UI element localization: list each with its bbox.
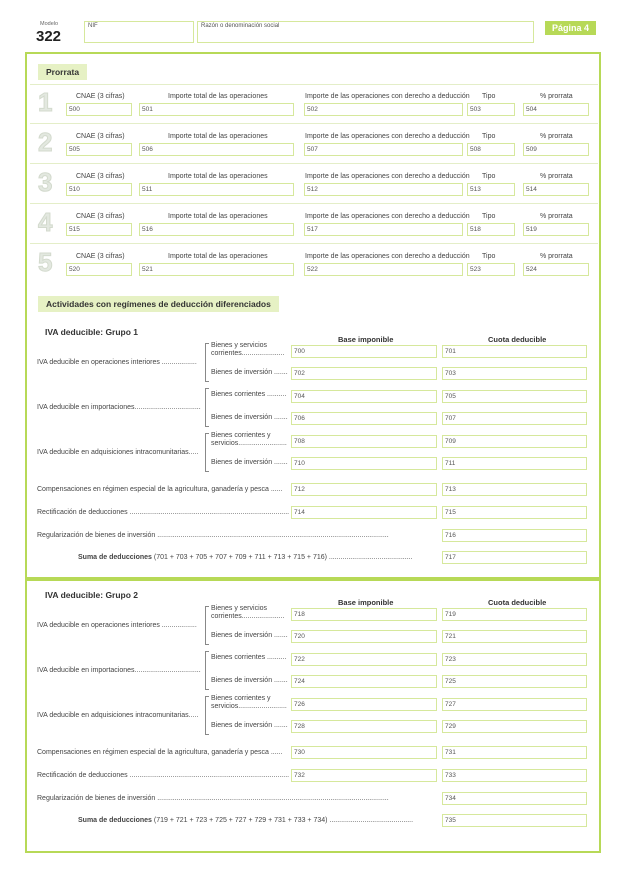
prorrata-field-tipo[interactable] — [467, 183, 515, 196]
field-code: 730 — [294, 749, 305, 756]
main-frame-top — [25, 52, 601, 579]
sub-label: Bienes de inversión ....... — [211, 722, 288, 729]
field-code: 521 — [142, 266, 153, 273]
prorrata-field-importe_total[interactable] — [139, 143, 294, 156]
prorrata-label-importe_total: Importe total de las operaciones — [168, 213, 268, 220]
prorrata-label-importe_derecho: Importe de las operaciones con derecho a deducción — [305, 253, 470, 260]
suma-deducciones — [78, 817, 413, 824]
cuota-field[interactable] — [442, 698, 587, 711]
field-code: 727 — [445, 701, 456, 708]
field-code: 511 — [142, 186, 153, 193]
field-code: 700 — [294, 348, 305, 355]
nif-label: NIF — [88, 23, 98, 29]
row-divider — [30, 84, 598, 85]
prorrata-field-porcentaje[interactable] — [523, 183, 589, 196]
base-field[interactable] — [291, 698, 437, 711]
field-code: 705 — [445, 393, 456, 400]
field-code: 726 — [294, 701, 305, 708]
cuota-field[interactable] — [442, 367, 587, 380]
group-brace — [205, 696, 209, 735]
cuota-field[interactable] — [442, 675, 587, 688]
base-field[interactable] — [291, 435, 437, 448]
prorrata-label-tipo: Tipo — [482, 173, 496, 180]
sub-label: Bienes corrientes .......... — [211, 654, 287, 661]
field-code: 703 — [445, 370, 456, 377]
field-code: 519 — [526, 226, 537, 233]
field-code: 731 — [445, 749, 456, 756]
field-code: 506 — [142, 146, 153, 153]
field-code: 517 — [307, 226, 318, 233]
field-code: 702 — [294, 370, 305, 377]
prorrata-label-importe_derecho: Importe de las operaciones con derecho a deducción — [305, 133, 470, 140]
prorrata-label-tipo: Tipo — [482, 253, 496, 260]
field-code: 734 — [445, 795, 456, 802]
compensaciones-label: Compensaciones en régimen especial de la agricultura, ganadería y pesca ...... — [37, 486, 283, 493]
field-code: 516 — [142, 226, 153, 233]
sub-label: corrientes...................... — [211, 350, 285, 357]
prorrata-label-importe_total: Importe total de las operaciones — [168, 93, 268, 100]
sub-label: Bienes corrientes y — [211, 695, 271, 702]
prorrata-field-tipo[interactable] — [467, 263, 515, 276]
prorrata-field-importe_total[interactable] — [139, 103, 294, 116]
field-code: 729 — [445, 723, 456, 730]
field-code: 505 — [69, 146, 80, 153]
prorrata-label-tipo: Tipo — [482, 213, 496, 220]
prorrata-field-importe_derecho[interactable] — [304, 143, 463, 156]
cuota-field[interactable] — [442, 608, 587, 621]
sub-label: Bienes y servicios — [211, 342, 268, 349]
base-field[interactable] — [291, 675, 437, 688]
modelo-label: Modelo — [40, 21, 59, 27]
nif-field[interactable] — [84, 21, 194, 43]
field-code: 735 — [445, 817, 456, 824]
field-code: 514 — [526, 186, 537, 193]
prorrata-field-importe_derecho[interactable] — [304, 103, 463, 116]
prorrata-label-cnae: CNAE (3 cifras) — [76, 173, 125, 180]
prorrata-label-importe_total: Importe total de las operaciones — [168, 133, 268, 140]
base-field[interactable] — [291, 345, 437, 358]
field-code: 710 — [294, 460, 305, 467]
sub-label: servicios......................... — [211, 440, 287, 447]
field-code: 722 — [294, 656, 305, 663]
prorrata-label-porcentaje: % prorrata — [540, 213, 573, 220]
rectificacion-label: Rectificación de deducciones .................................................................................. — [37, 509, 290, 516]
prorrata-field-cnae[interactable] — [66, 263, 132, 276]
base-field[interactable] — [291, 457, 437, 470]
field-code: 708 — [294, 438, 305, 445]
prorrata-label-tipo: Tipo — [482, 133, 496, 140]
base-imponible-header: Base imponible — [338, 598, 394, 607]
cuota-field[interactable] — [442, 769, 587, 782]
cuota-field[interactable] — [442, 457, 587, 470]
prorrata-field-cnae[interactable] — [66, 143, 132, 156]
field-code: 716 — [445, 532, 456, 539]
field-code: 504 — [526, 106, 537, 113]
sub-label: servicios......................... — [211, 703, 287, 710]
compensaciones-label: Compensaciones en régimen especial de la agricultura, ganadería y pesca ...... — [37, 749, 283, 756]
importaciones-label: IVA deducible en importaciones.................................. — [37, 667, 201, 674]
group-brace — [205, 606, 209, 645]
row-number: 5 — [38, 247, 53, 277]
prorrata-field-tipo[interactable] — [467, 143, 515, 156]
field-code: 501 — [142, 106, 153, 113]
row-number: 1 — [38, 87, 53, 117]
sub-label: Bienes de inversión ....... — [211, 369, 288, 376]
prorrata-field-cnae[interactable] — [66, 223, 132, 236]
prorrata-label-cnae: CNAE (3 cifras) — [76, 133, 125, 140]
cuota-field[interactable] — [442, 506, 587, 519]
base-field[interactable] — [291, 506, 437, 519]
base-field[interactable] — [291, 608, 437, 621]
sub-label: Bienes corrientes .......... — [211, 391, 287, 398]
sub-label: corrientes...................... — [211, 613, 285, 620]
sub-label: Bienes de inversión ....... — [211, 414, 288, 421]
cuota-field[interactable] — [442, 529, 587, 542]
prorrata-field-importe_total[interactable] — [139, 263, 294, 276]
suma-cuota-field[interactable] — [442, 551, 587, 564]
field-code: 524 — [526, 266, 537, 273]
prorrata-label-porcentaje: % prorrata — [540, 173, 573, 180]
field-code: 701 — [445, 348, 456, 355]
field-code: 723 — [445, 656, 456, 663]
field-code: 717 — [445, 554, 456, 561]
field-code: 713 — [445, 486, 456, 493]
base-field[interactable] — [291, 653, 437, 666]
razon-social-field[interactable] — [197, 21, 534, 43]
prorrata-label-importe_derecho: Importe de las operaciones con derecho a deducción — [305, 213, 470, 220]
cuota-deducible-header: Cuota deducible — [488, 598, 547, 607]
cuota-field[interactable] — [442, 792, 587, 805]
field-code: 714 — [294, 509, 305, 516]
suma-deducciones — [78, 554, 413, 561]
base-field[interactable] — [291, 390, 437, 403]
prorrata-label-cnae: CNAE (3 cifras) — [76, 253, 125, 260]
regularizacion-label: Regularización de bienes de inversión ....................................................................................................................... — [37, 795, 389, 802]
prorrata-field-cnae[interactable] — [66, 103, 132, 116]
intracomunitarias-label: IVA deducible en adquisiciones intracomunitarias..... — [37, 449, 199, 456]
field-code: 513 — [470, 186, 481, 193]
prorrata-field-importe_derecho[interactable] — [304, 183, 463, 196]
field-code: 719 — [445, 611, 456, 618]
group-brace — [205, 651, 209, 690]
field-code: 518 — [470, 226, 481, 233]
prorrata-field-tipo[interactable] — [467, 223, 515, 236]
base-field[interactable] — [291, 367, 437, 380]
group-brace — [205, 343, 209, 382]
prorrata-field-tipo[interactable] — [467, 103, 515, 116]
field-code: 721 — [445, 633, 456, 640]
field-code: 711 — [445, 460, 456, 467]
cuota-field[interactable] — [442, 746, 587, 759]
prorrata-label-cnae: CNAE (3 cifras) — [76, 213, 125, 220]
group-brace — [205, 388, 209, 427]
cuota-field[interactable] — [442, 720, 587, 733]
cuota-field[interactable] — [442, 653, 587, 666]
prorrata-field-cnae[interactable] — [66, 183, 132, 196]
cuota-field[interactable] — [442, 345, 587, 358]
cuota-deducible-header: Cuota deducible — [488, 335, 547, 344]
field-code: 728 — [294, 723, 305, 730]
prorrata-field-importe_total[interactable] — [139, 183, 294, 196]
modelo-number: 322 — [36, 28, 62, 45]
cuota-field[interactable] — [442, 483, 587, 496]
prorrata-label-importe_derecho: Importe de las operaciones con derecho a deducción — [305, 93, 470, 100]
prorrata-field-porcentaje[interactable] — [523, 143, 589, 156]
cuota-field[interactable] — [442, 435, 587, 448]
intracomunitarias-label: IVA deducible en adquisiciones intracomunitarias..... — [37, 712, 199, 719]
field-code: 718 — [294, 611, 305, 618]
page-number: Página 4 — [545, 21, 596, 35]
prorrata-label-importe_total: Importe total de las operaciones — [168, 173, 268, 180]
row-divider — [30, 203, 598, 204]
field-code: 725 — [445, 678, 456, 685]
field-code: 712 — [294, 486, 305, 493]
suma-formula: (701 + 703 + 705 + 707 + 709 + 711 + 713 + 715 + 716) ........................................... — [153, 554, 413, 561]
cuota-field[interactable] — [442, 412, 587, 425]
prorrata-field-porcentaje[interactable] — [523, 263, 589, 276]
field-code: 508 — [470, 146, 481, 153]
prorrata-title: Prorrata — [38, 64, 87, 80]
field-code: 520 — [69, 266, 80, 273]
prorrata-label-porcentaje: % prorrata — [540, 253, 573, 260]
base-imponible-header: Base imponible — [338, 335, 394, 344]
field-code: 502 — [307, 106, 318, 113]
cuota-field[interactable] — [442, 390, 587, 403]
base-field[interactable] — [291, 483, 437, 496]
field-code: 500 — [69, 106, 80, 113]
suma-cuota-field[interactable] — [442, 814, 587, 827]
row-divider — [30, 243, 598, 244]
prorrata-label-cnae: CNAE (3 cifras) — [76, 93, 125, 100]
prorrata-label-porcentaje: % prorrata — [540, 93, 573, 100]
field-code: 509 — [526, 146, 537, 153]
field-code: 503 — [470, 106, 481, 113]
prorrata-label-porcentaje: % prorrata — [540, 133, 573, 140]
sub-label: Bienes corrientes y — [211, 432, 271, 439]
field-code: 706 — [294, 415, 305, 422]
importaciones-label: IVA deducible en importaciones.................................. — [37, 404, 201, 411]
prorrata-field-porcentaje[interactable] — [523, 223, 589, 236]
field-code: 515 — [69, 226, 80, 233]
sub-label: Bienes de inversión ....... — [211, 632, 288, 639]
field-code: 707 — [445, 415, 456, 422]
prorrata-label-importe_derecho: Importe de las operaciones con derecho a deducción — [305, 173, 470, 180]
sub-label: Bienes de inversión ....... — [211, 677, 288, 684]
razon-social-label: Razón o denominación social — [201, 23, 280, 29]
field-code: 523 — [470, 266, 481, 273]
prorrata-label-importe_total: Importe total de las operaciones — [168, 253, 268, 260]
field-code: 709 — [445, 438, 456, 445]
field-code: 732 — [294, 772, 305, 779]
row-number: 4 — [38, 207, 53, 237]
row-divider — [30, 123, 598, 124]
suma-label: Suma de deducciones — [78, 817, 152, 824]
sub-label: Bienes de inversión ....... — [211, 459, 288, 466]
field-code: 704 — [294, 393, 305, 400]
row-number: 3 — [38, 167, 53, 197]
field-code: 510 — [69, 186, 80, 193]
cuota-field[interactable] — [442, 630, 587, 643]
prorrata-field-importe_derecho[interactable] — [304, 263, 463, 276]
base-field[interactable] — [291, 746, 437, 759]
regularizacion-label: Regularización de bienes de inversión ....................................................................................................................... — [37, 532, 389, 539]
field-code: 512 — [307, 186, 318, 193]
suma-formula: (719 + 721 + 723 + 725 + 727 + 729 + 731 + 733 + 734) ........................................... — [153, 817, 414, 824]
grupo1-title: IVA deducible: Grupo 1 — [45, 327, 139, 337]
rectificacion-label: Rectificación de deducciones .................................................................................. — [37, 772, 290, 779]
field-code: 522 — [307, 266, 318, 273]
interiores-label: IVA deducible en operaciones interiores .................. — [37, 622, 197, 629]
interiores-label: IVA deducible en operaciones interiores .................. — [37, 359, 197, 366]
group-brace — [205, 433, 209, 472]
grupo2-title: IVA deducible: Grupo 2 — [45, 590, 139, 600]
prorrata-label-tipo: Tipo — [482, 93, 496, 100]
row-divider — [30, 163, 598, 164]
actividades-title: Actividades con regímenes de deducción diferenciados — [38, 296, 279, 312]
field-code: 724 — [294, 678, 305, 685]
base-field[interactable] — [291, 412, 437, 425]
base-field[interactable] — [291, 769, 437, 782]
suma-label: Suma de deducciones — [78, 554, 152, 561]
field-code: 720 — [294, 633, 305, 640]
prorrata-field-porcentaje[interactable] — [523, 103, 589, 116]
sub-label: Bienes y servicios — [211, 605, 268, 612]
base-field[interactable] — [291, 720, 437, 733]
field-code: 715 — [445, 509, 456, 516]
prorrata-field-importe_total[interactable] — [139, 223, 294, 236]
base-field[interactable] — [291, 630, 437, 643]
prorrata-field-importe_derecho[interactable] — [304, 223, 463, 236]
field-code: 507 — [307, 146, 318, 153]
row-number: 2 — [38, 127, 53, 157]
field-code: 733 — [445, 772, 456, 779]
